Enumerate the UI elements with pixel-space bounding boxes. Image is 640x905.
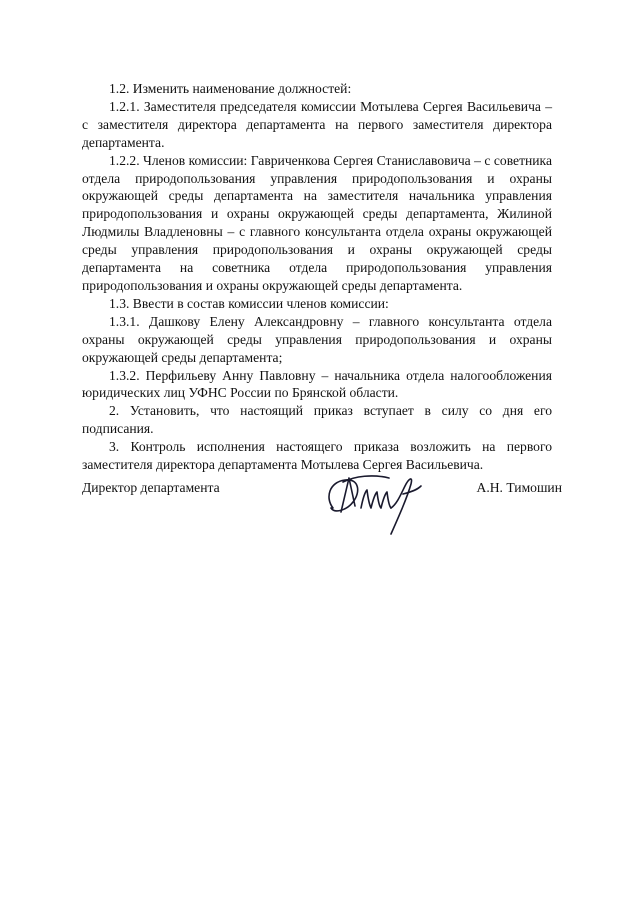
item-1-3-2: 1.3.2. Перфильеву Анну Павловну – начальника отдела налогообложения юридических лиц УФНС России по Брянской области. bbox=[82, 367, 552, 401]
item-1-3-1: 1.3.1. Дашкову Елену Александровну – главного консультанта отдела охраны окружающей среды управления природопользования и охраны окружающей среды департамента; bbox=[82, 313, 552, 365]
handwritten-signature bbox=[315, 468, 435, 540]
item-3: 3. Контроль исполнения настоящего приказа возложить на первого заместителя директора департамента Мотылева Сергея Васильевича. bbox=[82, 439, 552, 473]
signatory-name: А.Н. Тимошин bbox=[476, 480, 562, 495]
item-1-2-2: 1.2.2. Членов комиссии: Гавриченкова Сергея Станиславовича – с советника отдела природопользования управления природопользования и охраны окружающей среды департамента на заместителя начальника управления природопользования и охраны окружающей среды департамента, Жилиной Людмилы Владленовны – с главного консультанта отдела охраны окружающей среды управления природопользования и охраны окружающей среды департамента на советника отдела природопользования управления природопользования и охраны окружающей среды департамента. bbox=[82, 152, 552, 293]
item-1-3: 1.3. Ввести в состав комиссии членов комиссии: bbox=[109, 295, 389, 311]
order-body bbox=[82, 80, 552, 474]
signatory-position: Директор департамента bbox=[82, 480, 220, 495]
signature-block bbox=[82, 468, 562, 548]
item-1-2: 1.2. Изменить наименование должностей: bbox=[109, 81, 352, 96]
item-1-2-1: 1.2.1. Заместителя председателя комиссии Мотылева Сергея Васильевича – с заместителя директора департамента на первого заместителя директора департамента. bbox=[82, 98, 552, 150]
item-2: 2. Установить, что настоящий приказ вступает в силу со дня его подписания. bbox=[82, 403, 552, 437]
